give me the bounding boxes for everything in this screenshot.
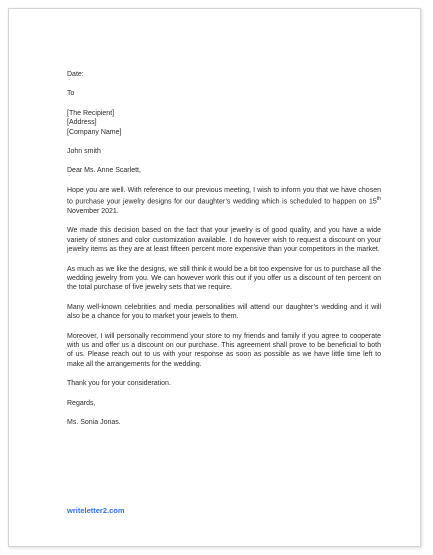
- paragraph-2: We made this decision based on the fact that your jewelry is of good quality, and you have a wide variety of stones and color customization available. I do however wish to request a discount on your jewelry items as they are at least fifteen percent more expensive than your competitors in the market.: [67, 227, 381, 254]
- recipient-name: [The Recipient]: [67, 109, 115, 117]
- paragraph-3: As much as we like the designs, we still think it would be a bit too expensive for us to purchase all the wedding jewelry from you. We can however work this out if you offer us a discount of ten percent on the total purchase of five jewelry sets that we require.: [67, 265, 381, 292]
- recipient-block: [67, 109, 381, 137]
- letter-page: [8, 8, 421, 547]
- recipient-company: [Company Name]: [67, 128, 122, 136]
- site-link[interactable]: writeletter2.com: [67, 506, 125, 515]
- date-ordinal-suffix: th: [376, 196, 381, 203]
- sender-name: John smith: [67, 148, 101, 156]
- date-line: Date:: [67, 71, 84, 78]
- to-line: To: [67, 90, 75, 98]
- paragraph-1-text: Hope you are well. With reference to our previous meeting, I wish to inform you that we have chosen to purchase your jewelry designs for our daughter’s wedding which is scheduled to happen on 15: [67, 186, 381, 206]
- regards: Regards,: [67, 399, 96, 407]
- letter-body: [67, 70, 381, 437]
- salutation: Dear Ms. Anne Scarlett,: [67, 167, 141, 175]
- paragraph-1: [67, 186, 381, 217]
- paragraph-4: Many well-known celebrities and media personalities will attend our daughter’s wedding and it will also be a chance for you to market your jewels to them.: [67, 303, 381, 321]
- recipient-address: [Address]: [67, 119, 97, 127]
- signature: Ms. Sonia Jonas.: [67, 419, 121, 427]
- paragraph-5: Moreover, I will personally recommend your store to my friends and family if you agree to cooperate with us and offer us a discount on our purchase. This agreement shall prove to be beneficial to both of us. Please reach out to us with your response as soon as possible as we have little time left to make all the arrangements for the wedding.: [67, 332, 381, 368]
- paragraph-1-text-end: November 2021.: [67, 207, 119, 215]
- closing-thanks: Thank you for your consideration.: [67, 380, 171, 388]
